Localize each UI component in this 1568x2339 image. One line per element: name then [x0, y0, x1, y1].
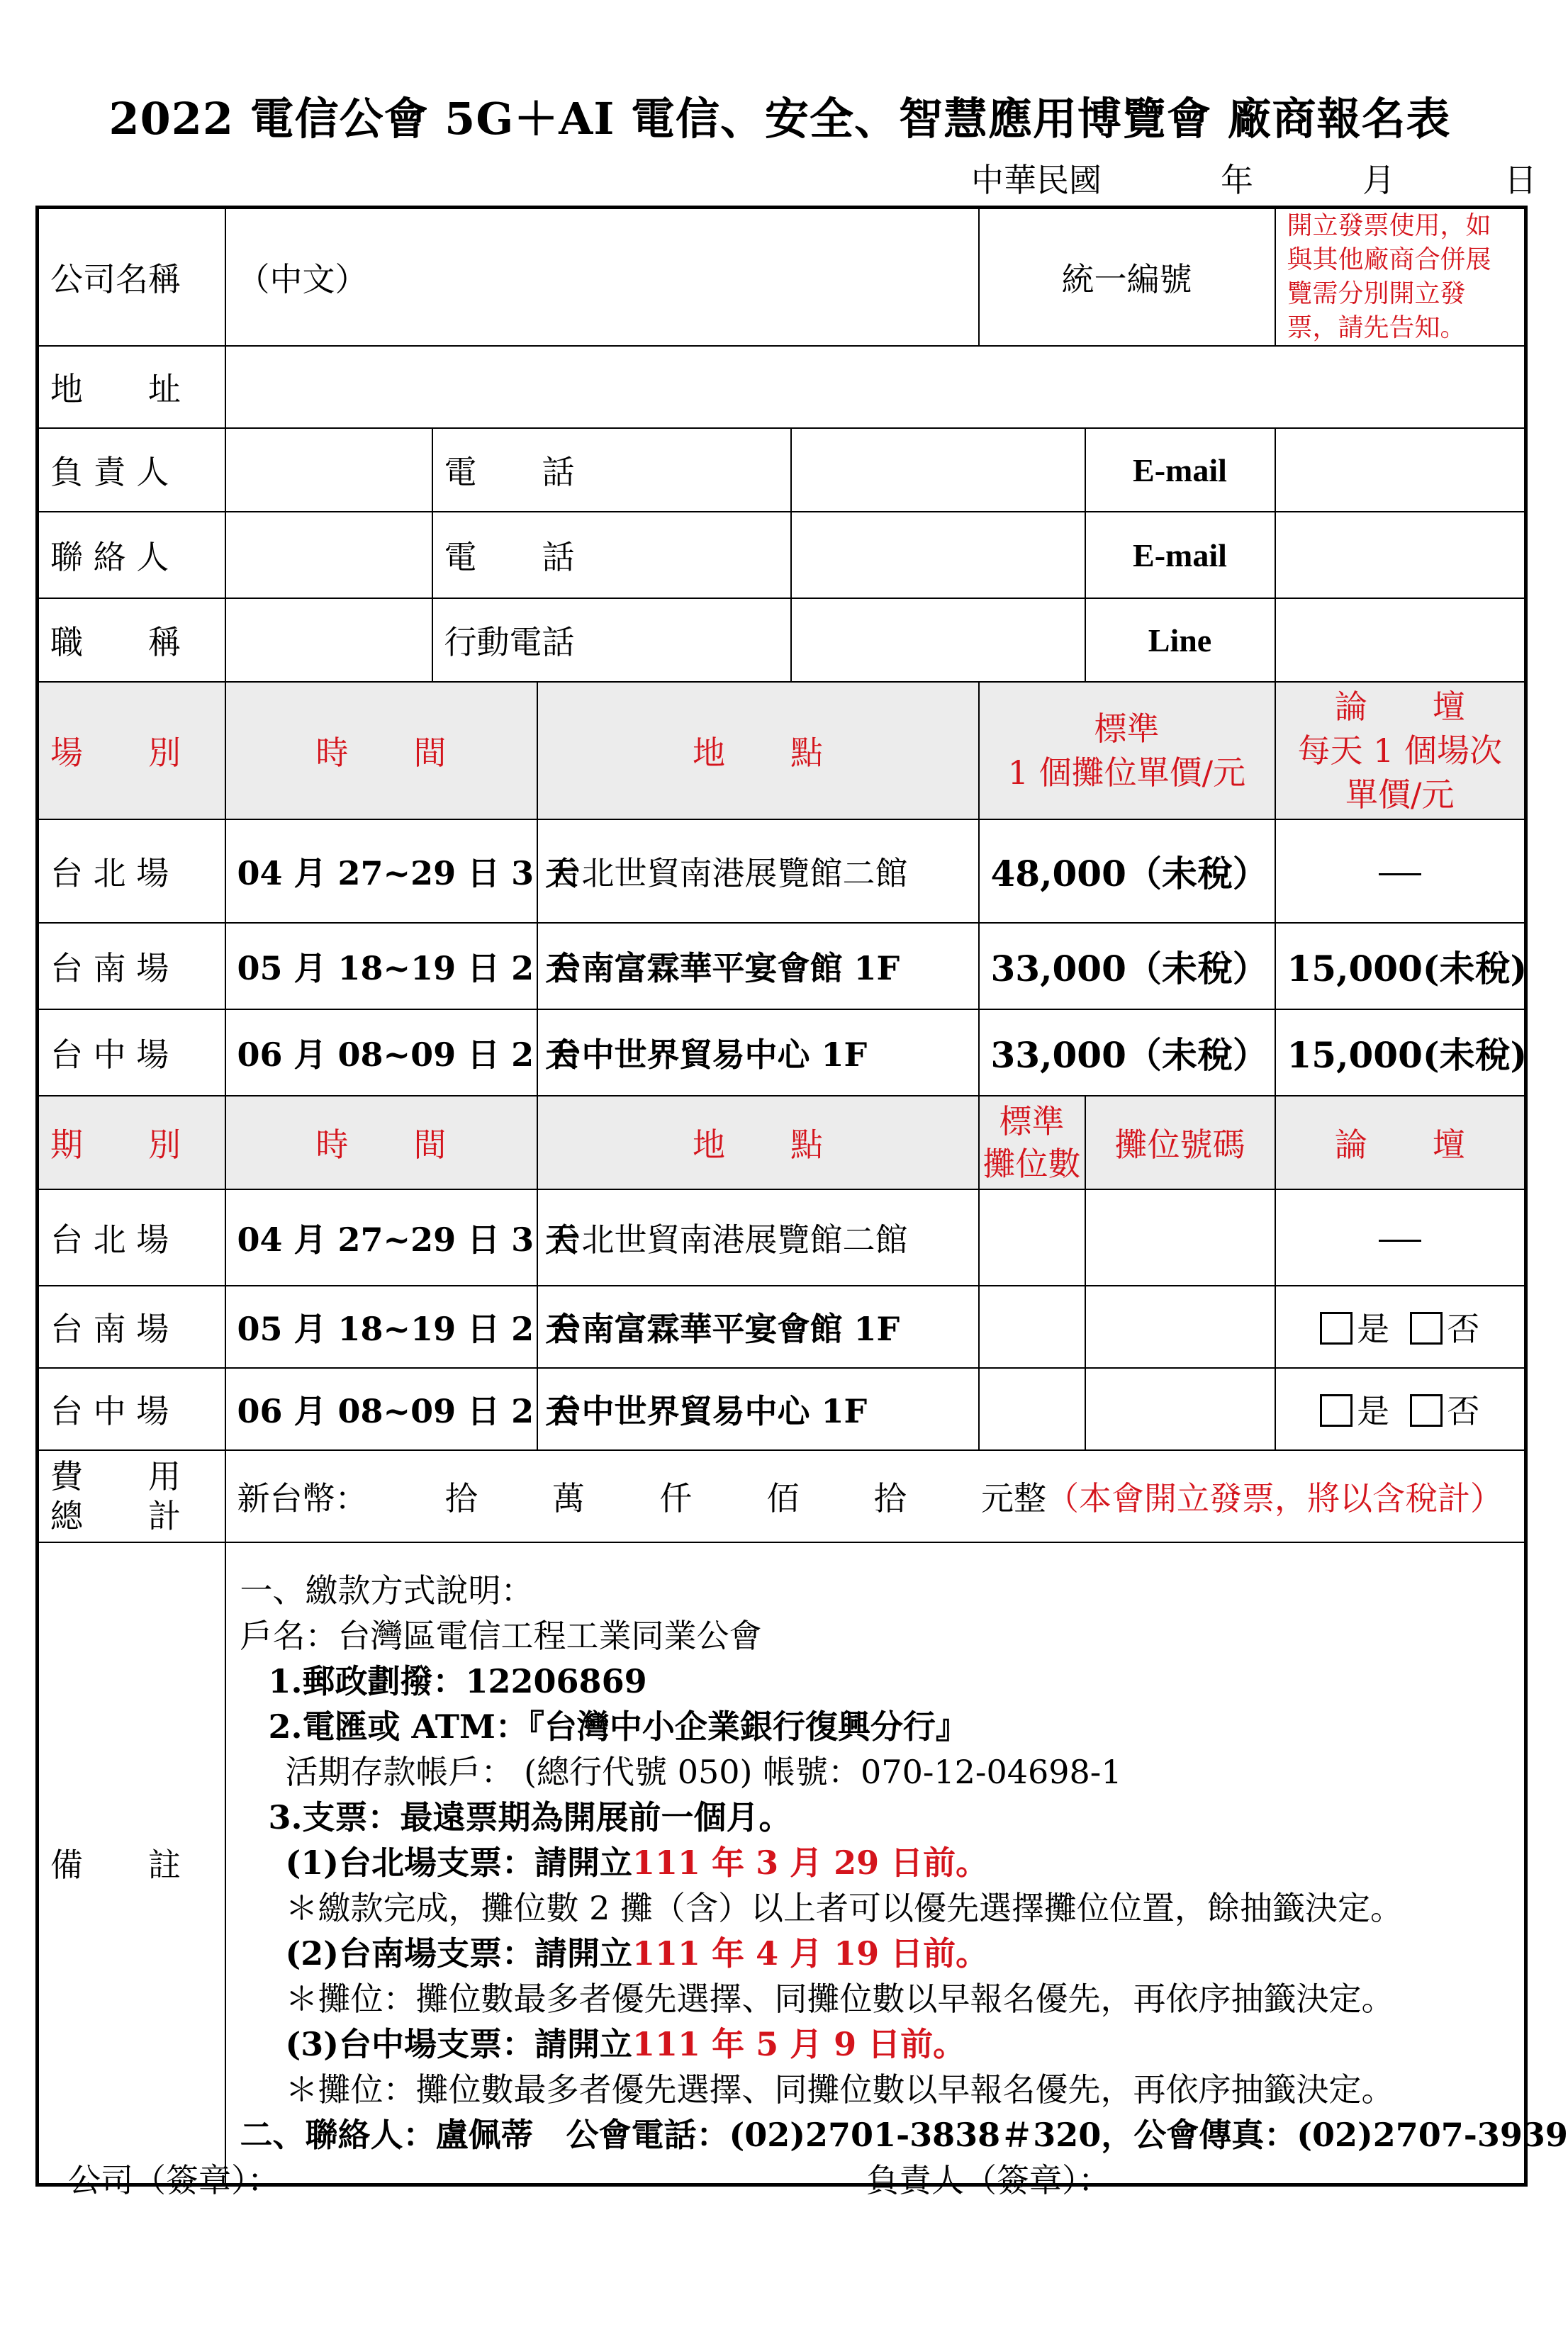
forum-yes-checkbox[interactable]: [1320, 1394, 1353, 1427]
remark-line: 一、繳款方式說明：: [240, 1571, 534, 1610]
remarks-body: [225, 1542, 1568, 2184]
total-note: （本會開立發票，將以含稅計）: [1046, 1479, 1503, 1518]
job-title-label: 職 稱: [38, 598, 225, 682]
booking-booth-number-field[interactable]: [1085, 1368, 1275, 1450]
total-unit: 拾: [873, 1479, 907, 1518]
booking-site: 台 北 場: [38, 1189, 225, 1286]
remark-line: 1.郵政劃撥：12206869: [268, 1662, 647, 1701]
date-line: [971, 155, 1538, 197]
pricing-header-site: 場 別: [38, 682, 225, 819]
address-label: 地 址: [38, 346, 225, 428]
owner-field[interactable]: [225, 428, 432, 512]
total-label-top: 費 用: [50, 1457, 181, 1496]
forum-no-label: 否: [1447, 1392, 1480, 1430]
booking-venue: 台北世貿南港展覽館二館: [537, 1189, 979, 1286]
total-unit: 拾: [444, 1479, 478, 1518]
remark-line: ＊攤位：攤位數最多者優先選擇、同攤位數以早報名優先，再依序抽籤決定。: [285, 2070, 1394, 2109]
line-field[interactable]: [1275, 598, 1526, 682]
owner-email-label: E-mail: [1085, 428, 1275, 512]
address-field[interactable]: [225, 346, 1526, 428]
deadline-tainan: 111 年 4 月 19 日前。: [632, 1934, 989, 1973]
booking-time: 04 月 27~29 日 3 天: [225, 1189, 537, 1286]
booking-forum-options: [1275, 1368, 1526, 1450]
booking-forum-options: [1275, 1286, 1526, 1368]
booking-header-venue: 地 點: [537, 1096, 979, 1189]
booking-time: 06 月 08~09 日 2 天: [225, 1368, 537, 1450]
remark-line: (2)台南場支票：請開立111 年 4 月 19 日前。: [285, 1934, 989, 1973]
date-era: 中華民國: [971, 161, 1102, 199]
pricing-row: [38, 1009, 1526, 1096]
booking-venue: 台中世界貿易中心 1F: [537, 1368, 979, 1450]
booking-booth-count-field[interactable]: [979, 1368, 1085, 1450]
booking-header-forum: 論 壇: [1275, 1096, 1526, 1189]
total-label: [38, 1450, 225, 1542]
owner-email-field[interactable]: [1275, 428, 1526, 512]
booking-time: 05 月 18~19 日 2 天: [225, 1286, 537, 1368]
forum-no-checkbox[interactable]: [1410, 1394, 1443, 1427]
booking-forum-dash: [1379, 1240, 1421, 1242]
remark-line: ＊攤位：攤位數最多者優先選擇、同攤位數以早報名優先，再依序抽籤決定。: [285, 1980, 1394, 2019]
remarks-label: 備 註: [38, 1542, 225, 2184]
total-currency: 新台幣：: [237, 1479, 368, 1518]
tax-id-label: 統一編號: [979, 208, 1275, 347]
remark-line: 3.支票：最遠票期為開展前一個月。: [268, 1798, 792, 1837]
pricing-row: [38, 819, 1526, 923]
total-amount-field[interactable]: [225, 1450, 1526, 1542]
forum-yes-label: 是: [1357, 1310, 1390, 1348]
booking-header-time: 時 間: [225, 1096, 537, 1189]
total-label-bottom: 總 計: [50, 1497, 181, 1535]
pricing-site: 台 中 場: [38, 1009, 225, 1096]
deadline-taichung: 111 年 5 月 9 日前。: [632, 2025, 966, 2064]
job-title-field[interactable]: [225, 598, 432, 682]
booking-booth-number-field[interactable]: [1085, 1189, 1275, 1286]
booking-booth-count-field[interactable]: [979, 1189, 1085, 1286]
pricing-venue: 台中世界貿易中心 1F: [537, 1009, 979, 1096]
pricing-header-booth: 標準 1 個攤位單價/元: [979, 682, 1275, 819]
booking-header-booth-number: 攤位號碼: [1085, 1096, 1275, 1189]
forum-yes-label: 是: [1357, 1392, 1390, 1430]
booking-booth-number-field[interactable]: [1085, 1286, 1275, 1368]
pricing-header-venue: 地 點: [537, 682, 979, 819]
mobile-label: 行動電話: [432, 598, 791, 682]
remarks-row: [38, 1542, 1526, 2184]
remark-line: 2.電匯或 ATM：『台灣中小企業銀行復興分行』: [268, 1707, 968, 1746]
date-year: 年: [1221, 161, 1253, 199]
owner-phone-label: 電 話: [432, 428, 791, 512]
remark-line: (1)台北場支票：請開立111 年 3 月 29 日前。: [285, 1844, 989, 1883]
contact-phone-field[interactable]: [791, 512, 1085, 598]
deadline-taipei: 111 年 3 月 29 日前。: [632, 1844, 989, 1883]
contact-field[interactable]: [225, 512, 432, 598]
pricing-site: 台 北 場: [38, 819, 225, 923]
booking-booth-count-field[interactable]: [979, 1286, 1085, 1368]
pricing-site: 台 南 場: [38, 923, 225, 1009]
pricing-venue: 台南富霖華平宴會館 1F: [537, 923, 979, 1009]
owner-phone-field[interactable]: [791, 428, 1085, 512]
booking-row: [38, 1286, 1526, 1368]
pricing-header-forum: 論 壇 每天 1 個場次單價/元: [1275, 682, 1526, 819]
pricing-booth: 48,000（未稅）: [979, 819, 1275, 923]
tax-id-note[interactable]: 開立發票使用，如與其他廠商合併展覽需分別開立發票，請先告知。: [1275, 208, 1526, 347]
date-month: 月: [1362, 161, 1395, 199]
remark-line: (3)台中場支票：請開立111 年 5 月 9 日前。: [285, 2025, 966, 2064]
remark-line: ＊繳款完成，攤位數 2 攤（含）以上者可以優先選擇攤位位置，餘抽籤決定。: [285, 1889, 1404, 1928]
company-name-field[interactable]: （中文）: [225, 208, 979, 347]
pricing-forum: 15,000(未稅): [1275, 1009, 1526, 1096]
forum-yes-checkbox[interactable]: [1320, 1312, 1353, 1345]
remark-line: 活期存款帳戶： (總行代號 050) 帳號：070-12-04698-1: [285, 1753, 1122, 1792]
owner-signature-label: 負責人（簽章）：: [866, 2161, 1111, 2199]
total-unit: 萬: [552, 1479, 585, 1518]
pricing-booth: 33,000（未稅）: [979, 1009, 1275, 1096]
total-unit: 佰: [766, 1479, 800, 1518]
remark-line: 戶名：台灣區電信工程工業同業公會: [240, 1617, 762, 1656]
pricing-forum: [1275, 819, 1526, 923]
line-label: Line: [1085, 598, 1275, 682]
pricing-booth: 33,000（未稅）: [979, 923, 1275, 1009]
booking-forum: [1275, 1189, 1526, 1286]
total-unit: 元整: [981, 1479, 1046, 1518]
booking-header-booth-count: 標準 攤位數: [979, 1096, 1085, 1189]
total-row: [38, 1450, 1526, 1542]
booking-site: 台 中 場: [38, 1368, 225, 1450]
pricing-header-time: 時 間: [225, 682, 537, 819]
contact-email-field[interactable]: [1275, 512, 1526, 598]
date-day: 日: [1504, 161, 1537, 199]
form-title: 2022 電信公會 5G＋AI 電信、安全、智慧應用博覽會 廠商報名表: [108, 93, 1451, 145]
company-name-label: 公司名稱: [38, 208, 225, 347]
pricing-forum-dash: [1379, 873, 1421, 875]
contact-phone-label: 電 話: [432, 512, 791, 598]
total-unit: 仟: [659, 1479, 693, 1518]
pricing-time: 04 月 27~29 日 3 天: [225, 819, 537, 923]
pricing-time: 05 月 18~19 日 2 天: [225, 923, 537, 1009]
registration-form-table: [35, 206, 1568, 2187]
pricing-venue: 台北世貿南港展覽館二館: [537, 819, 979, 923]
forum-no-label: 否: [1447, 1310, 1480, 1348]
pricing-header-row: [38, 682, 1526, 819]
pricing-row: [38, 923, 1526, 1009]
booking-header-site: 期 別: [38, 1096, 225, 1189]
contact-label: 聯 絡 人: [38, 512, 225, 598]
booking-row: [38, 1368, 1526, 1450]
remark-line: 二、聯絡人：盧佩蒂 公會電話：(02)2701-3838＃320，公會傳真：(02)2707-3939: [240, 2116, 1568, 2155]
mobile-field[interactable]: [791, 598, 1085, 682]
pricing-forum: 15,000(未稅): [1275, 923, 1526, 1009]
booking-header-row: [38, 1096, 1526, 1189]
company-signature-label: 公司（簽章）：: [68, 2161, 280, 2199]
booking-site: 台 南 場: [38, 1286, 225, 1368]
pricing-time: 06 月 08~09 日 2 天: [225, 1009, 537, 1096]
owner-label: 負 責 人: [38, 428, 225, 512]
contact-email-label: E-mail: [1085, 512, 1275, 598]
booking-row: [38, 1189, 1526, 1286]
booking-venue: 台南富霖華平宴會館 1F: [537, 1286, 979, 1368]
forum-no-checkbox[interactable]: [1410, 1312, 1443, 1345]
